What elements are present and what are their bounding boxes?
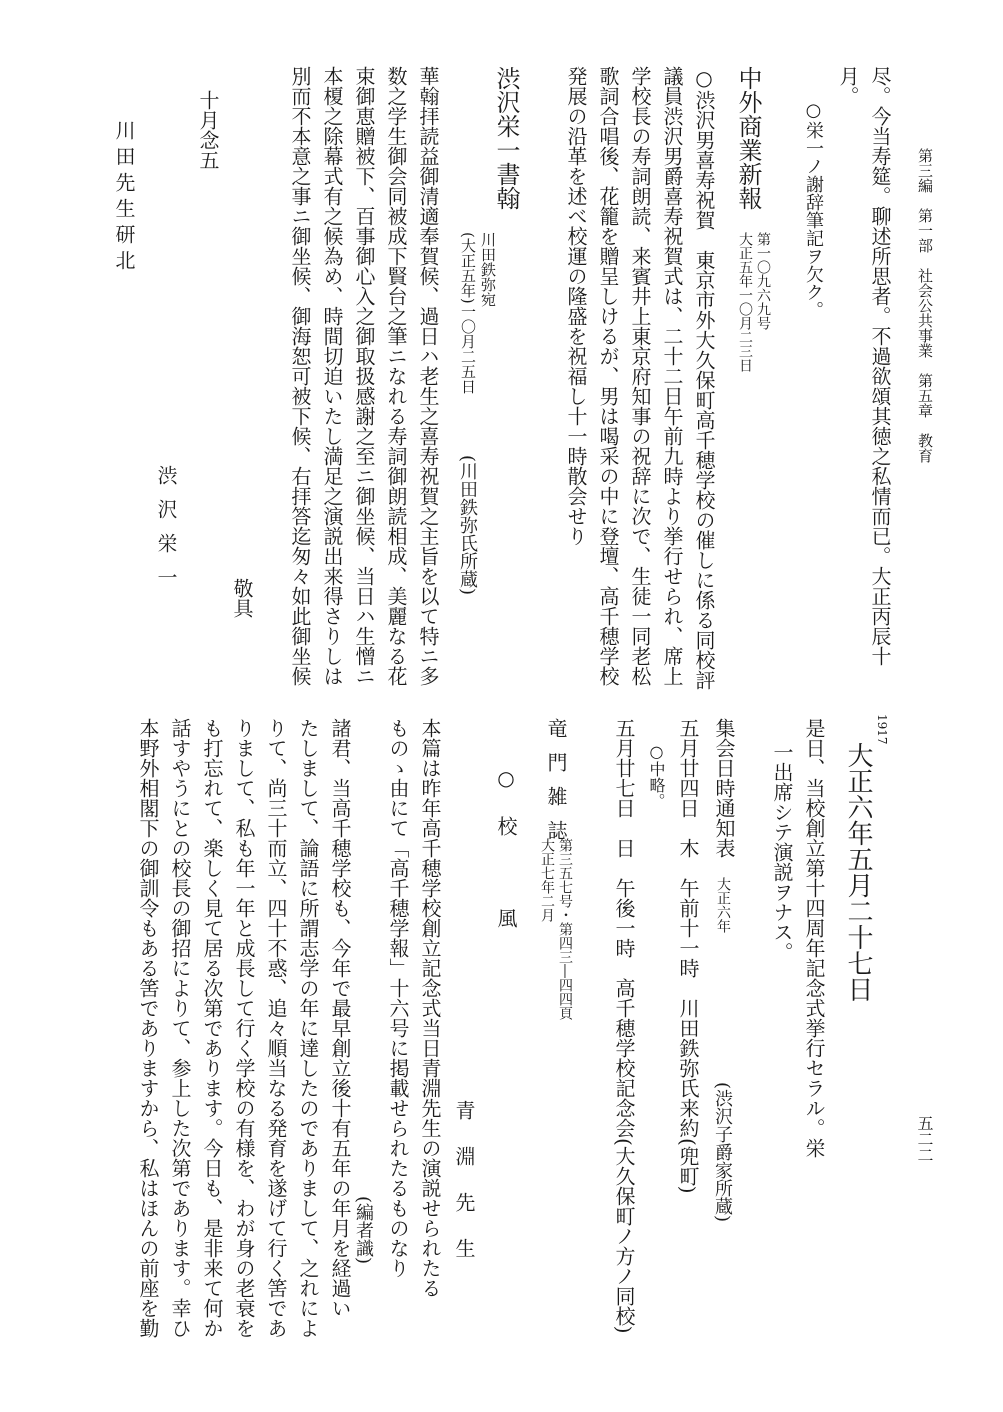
schedule-omission: ○中略。 — [647, 742, 666, 809]
letter-closing: 敬具 — [230, 578, 254, 618]
entry-line: 是日、当校創立第十四周年記念式挙行セラル。栄 — [802, 718, 826, 1158]
journal-date: 大正七年二月 — [539, 838, 555, 922]
letter-recipient: 川田先生研北 — [112, 120, 136, 276]
letter-end-line: 尽。今当寿筵。聊述所思者。不過欲頌其徳之私情而已。大正丙辰十 — [868, 66, 892, 666]
intro-note: (編者識) — [353, 1196, 374, 1265]
letter-title: 渋沢栄一書翰 — [492, 66, 520, 210]
letter-line: 束御恵贈被下、百事御心入之御取扱感謝之至ニ御坐候、当日ハ生憎ニ — [352, 66, 376, 686]
speech-line: 本野外相閣下の御訓令もある筈でありますから、私はほんの前座を勤 — [136, 718, 160, 1338]
intro-line: 本篇は昨年高千穂学校創立記念式当日青淵先生の演説せられたる — [418, 718, 442, 1298]
letter-recipient-meta: 川田鉄弥宛 — [479, 232, 497, 307]
author: 青淵先生 — [452, 1100, 476, 1284]
intro-line: ものゝ由にて「高千穂学報」十六号に掲載せられたるものなり — [386, 718, 410, 1278]
speech-line: 話すやうにとの校長の御招によりて、参上した次第であります。幸ひ — [168, 718, 192, 1338]
schedule-source: (渋沢子爵家所蔵) — [712, 1082, 733, 1223]
speech-line: 諸君、当高千穂学校も、今年で最早創立後十有五年の年月を経過い — [328, 718, 352, 1318]
newspaper-date: 大正五年一〇月二三日 — [737, 232, 753, 372]
letter-end-line: 月。 — [836, 66, 860, 106]
editor-note: ○栄一ノ謝辞筆記ヲ欠ク。 — [803, 100, 824, 319]
running-head: 第三編 第一部 社会公共事業 第五章 教育 — [916, 148, 934, 463]
newspaper-issue: 第一〇九六九号 — [755, 232, 771, 330]
letter-date-meta: (大正五年)一〇月二五日 — [459, 232, 477, 394]
speech-line: たしまして、論語に所謂志学の年に達したのでありまして、之れによ — [296, 718, 320, 1338]
section-title: ○校 風 — [494, 766, 518, 954]
letter-line: 本榎之除幕式有之候為め、時間切迫いたし満足之演説出来得さりしは — [320, 66, 344, 686]
letter-source: (川田鉄弥氏所蔵) — [457, 455, 478, 596]
schedule-row: 五月廿四日 木 午前十一時 川田鉄弥氏来約(兜町) — [676, 718, 700, 1194]
page-number: 五二二 — [915, 1115, 934, 1163]
entry-line: 一出席シテ演説ヲナス。 — [770, 742, 794, 962]
letter-line: 数之学生御会同被成下賢台之筆ニなれる寿詞御朗読相成、美麗なる花 — [384, 66, 408, 686]
newspaper-title: 中外商業新報 — [734, 66, 762, 210]
news-line: 議員渋沢男爵喜寿祝賀式は、二十二日午前九時より挙行せられ、席上 — [660, 66, 684, 686]
date-heading: 大正六年五月二十七日 — [843, 742, 873, 1002]
news-line: 歌詞合唱後、花籠を贈呈しけるが、男は喝采の中に登壇、高千穂学校 — [596, 66, 620, 686]
schedule-title: 集会日時通知表 — [712, 718, 736, 858]
speech-line: も打忘れて、楽しく見て居る次第であります。今日も、是非来て何か — [200, 718, 224, 1338]
schedule-row: 五月廿七日 日 午後一時 高千穂学校記念会(大久保町ノ方ノ同校) — [612, 718, 636, 1334]
speech-line: りまして、私も年一年と成長して行く学校の有様を、わが身の老衰を — [232, 718, 256, 1338]
letter-line: 別而不本意之事ニ御坐候、御海恕可被下候、右拝答迄匆々如此御坐候 — [288, 66, 312, 686]
schedule-year: 大正六年 — [715, 877, 731, 933]
letter-sender: 渋沢栄一 — [154, 465, 178, 601]
journal-title: 竜門雑誌 — [544, 718, 568, 854]
journal-issue: 第三五七号・第四三―四四頁 — [557, 838, 573, 1020]
speech-line: りて、尚三十而立、四十不惑、追々順当なる発育を遂げて行く筈であ — [264, 718, 288, 1338]
letter-date: 十月念五 — [196, 90, 220, 170]
news-line: 発展の沿革を述べ校運の隆盛を祝福し十一時散会せり — [564, 66, 588, 546]
news-line: ○渋沢男喜寿祝賀 東京市外大久保町高千穂学校の催しに係る同校評 — [692, 66, 716, 690]
news-line: 学校長の寿詞朗読、来賓井上東京府知事の祝辞に次で、生徒一同老松 — [628, 66, 652, 686]
letter-line: 華翰拝読益御清適奉賀候、過日ハ老生之喜寿祝賀之主旨を以て特ニ多 — [416, 66, 440, 686]
western-year: 1917 — [875, 714, 889, 745]
